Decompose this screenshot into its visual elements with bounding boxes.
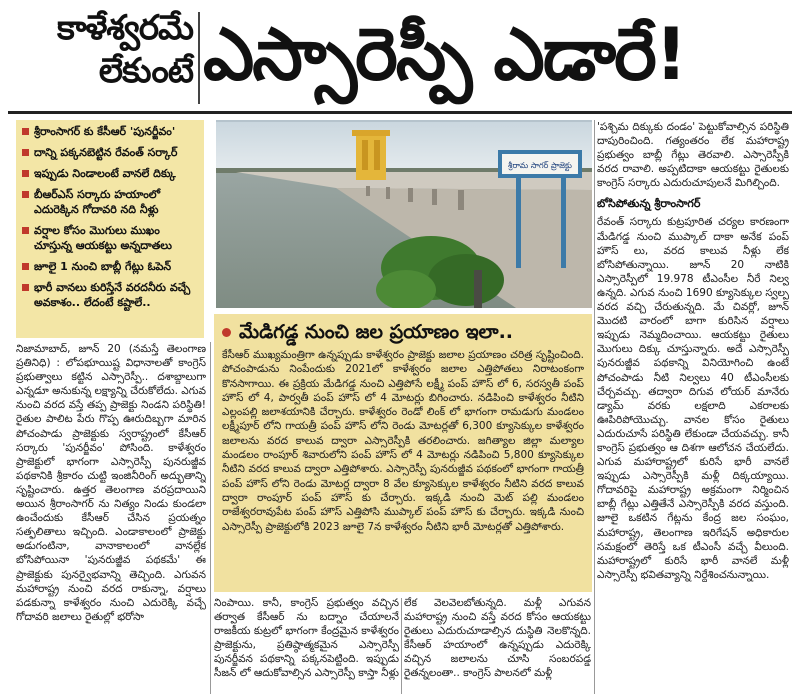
summary-item [22, 259, 200, 274]
highlight-box [214, 314, 592, 592]
right-column-text [597, 120, 789, 694]
kicker-line-2: లేకుంటే [98, 51, 193, 91]
summary-item-text: భారీ వానలు కురిస్తేనే వరదనీరు వచ్చే అవకాశం.. లేదంటే కష్టాలే.. [34, 281, 191, 309]
headline: ఎస్సారెస్పీ ఎడారే! [203, 12, 686, 96]
bullet-icon [22, 170, 29, 177]
highlight-title-text: మేడిగడ్డ నుంచి జల ప్రయాణం ఇలా.. [239, 321, 514, 343]
summary-item-text: బీఆర్ఎస్ సర్కారు హయాంలో ఎదురెక్కిన గోదావరి నది నీళ్లు [34, 188, 161, 216]
summary-item [22, 223, 200, 253]
summary-item [22, 124, 200, 139]
bullet-icon [22, 284, 29, 291]
center-bottom-paragraph-b: లేక వెలవెలబోతున్నది. మళ్లీ ఎగువన మహారాష్ట్ర నుంచి వస్తే వరద కోసం ఆయకట్టు రైతులు ఎదురుచూడాల్సిన దుస్థితి నెలకొన్నది. కేసీఆర్ హయాంలో ఉన్నప్పుడు ఎదురెక్కి వచ్చిన జలాలను చూసి సంబరపడ్డ రైతన్నలంతా.. కాంగ్రెస్ పాలనలో మళ్లీ [404, 597, 591, 680]
column-divider [210, 342, 211, 694]
column-divider [594, 120, 595, 694]
bullet-icon [22, 191, 29, 198]
summary-item-text: ఇప్పుడు నిండాలంటే వానలే దిక్కు [34, 167, 176, 180]
summary-item-text: జూలై 1 నుంచి బాబ్లీ గేట్లు ఓపెన్ [34, 260, 172, 273]
bullet-icon [22, 149, 29, 156]
summary-item-text: దాన్ని పక్కనబెట్టిన రేవంత్ సర్కార్ [34, 146, 178, 159]
left-column-text [16, 342, 206, 694]
header-rule [8, 111, 792, 114]
column-divider [401, 598, 402, 694]
kicker-line-1: కాళేశ్వరమే [57, 8, 193, 48]
summary-item [22, 145, 200, 160]
kicker [8, 6, 193, 92]
header-divider [198, 12, 200, 104]
center-bottom-column-b [404, 596, 591, 696]
right-column-paragraph-2: రేవంత్ సర్కారు కుట్రపూరిత చర్యల కారణంగా మేడిగడ్డ నుంచి ముప్కాల్ దాకా అనేక పంప్ హౌస్ లు, వరద కాలువ నీళ్లు లేక బోసిపోతున్నాయి. జూన్ 20 నాటికి ఎస్సారెస్పీలో 19.978 టీఎంసీల నీరే నిల్వ ఉన్నది. ఎగువ నుంచి 1690 క్యూసెక్కుల స్వల్ప వరద వచ్చి చేరుతున్నది. మే చివర్లో, జూన్ మొదటి వారంలో బాగా కురిసిన వర్షాలు ఇప్పుడు నెమ్మదించాయి. ఆయకట్టు రైతులు మొగులు దిక్కు చూస్తున్నారు. అదే ఎస్సారెస్పీ పునరుజ్జీవ పథకాన్ని వినియోగించి ఉంటే పోచంపాడు నీటి నిల్వలు 40 టీఎంసీలకు చేర్చవచ్చు. తద్వారా దిగువ లోయర్ మానేరు డ్యామ్ వరకు లక్షలాది ఎకరాలకు ఊపిరిపోయొచ్చు. వానల కోసం రైతులు ఎదురుచూసే పరిస్థితి లేకుండా చేయవచ్చు. కానీ కాంగ్రెస్ ప్రభుత్వం ఆ దిశగా ఆలోచన చేయలేదు. ఎగువ మహారాష్ట్రలో కురిసే భారీ వానలే ఇప్పుడు ఎస్సారెస్పీకి మళ్లీ దిక్కయ్యాయి. గోదావరిపై మహారాష్ట్ర అక్రమంగా నిర్మించిన బాబ్లీ గేట్లు ఎత్తితేనే ఎస్సారెస్పీకి వరద వస్తుంది. జూలై ఒకటిన గేట్లను కేంద్ర జల సంఘం, మహారాష్ట్ర, తెలంగాణ ఇరిగేషన్ అధికారుల సమక్షంలో తెరిస్తే ఒక టీఎంసీ వచ్చే వీలుంది. మహారాష్ట్రలో కురిసే భారీ వానలే మళ్లీ ఎస్సారెస్పీ భవితవ్యాన్ని నిర్దేశించనున్నాయి. [597, 216, 789, 581]
subheading: బోసిపోతున్న శ్రీరాంసాగర్ [597, 197, 701, 211]
photo-board-text: శ్రీరామ సాగర్ ప్రాజెక్టు [508, 161, 572, 170]
center-bottom-paragraph-a: నింపాయి. కానీ, కాంగ్రెస్ ప్రభుత్వం వచ్చిన తర్వాత కేసీఆర్ ను బద్నాం చేయాలనే రాజకీయ కుట్రలో భాగంగా కేంద్రమైన కాళేశ్వరం ప్రాజెక్టును, ప్రతిష్ఠాత్మకమైన ఎస్సారెస్పీ పునర్జీవన పథకాన్ని పక్కనపెట్టింది. ఇప్పుడు సీజన్ లో ఆదుకోవాల్సిన ఎస్సారెస్పీ కాస్తా నీళ్లు [214, 597, 399, 680]
summary-item [22, 187, 200, 217]
bullet-icon [22, 227, 29, 234]
summary-item [22, 166, 200, 181]
summary-item-text: శ్రీరాంసాగర్ కు కేసీఆర్ 'పునర్జీవం' [34, 125, 176, 138]
summary-item-text: వర్షాల కోసం మొగులు ముఖం చూస్తున్న ఆయకట్టు అన్నదాతలు [34, 224, 172, 252]
right-column-paragraph-1: 'పశ్చిమ దిక్కుకు దండం' పెట్టుకోవాల్సిన పరిస్థితి దాపురించింది. గత్యంతరం లేక మహారాష్ట్ర ప్రభుత్వం బాబ్లీ గేట్లు తెరవాలి. ఎస్సారెస్పీకి వరద రావాలి. అప్పటిదాకా ఆయకట్టు రైతులకు కాంగ్రెస్ సర్కారు ఎదురుచూపులనే మిగిల్చింది. [597, 121, 789, 190]
bullet-icon [222, 328, 231, 337]
left-column-paragraph: నిజామాబాద్, జూన్ 20 (నమస్తే తెలంగాణ ప్రతినిధి) : లోపభూయిష్ట విధానాలతో కాంగ్రెస్ ప్రభుత్వాలు కట్టిన ఎస్సారెస్పీ.. దశాబ్దాలుగా ఎన్నడూ అనుకున్న లక్ష్యాన్ని చేరుకోలేదు. ఎగువ నుంచి వరద వస్తే తప్ప ప్రాజెక్టు నిండని పరిస్థితి! రైతుల పాలిట పేరు గొప్ప ఊరుదిబ్బగా మారిన పోచంపాడు ప్రాజెక్టుకు స్వరాష్ట్రంలో కేసీఆర్ సర్కారు 'పునర్జీవం' పోసింది. కాళేశ్వరం ప్రాజెక్టులో భాగంగా ఎస్సారెస్పీ పునరుజ్జీవ పథకానికి శ్రీకారం చుట్టి ఇంజినీరింగ్ అద్భుతాన్ని సృష్టించారు. ఉత్తర తెలంగాణ వరప్రదాయిని అయిన శ్రీరాంసాగర్ ను నిత్యం నిండు కుండలా ఉంచేందుకు కేసీఆర్ చేసిన ప్రయత్నం సత్ఫలితాలు ఇచ్చింది. ఎండాకాలంలో ప్రాజెక్టు అడుగంటినా, వానాకాలంలో వానల్లేక బోసిపోయినా 'పునరుజ్జీవ పథకమే' ఈ ప్రాజెక్టుకు పునర్వైభవాన్ని తెచ్చింది. ఎగువన మహారాష్ట్ర నుంచి వరద రాకున్నా, వర్షాలు పడకున్నా కాళేశ్వరం నుంచి ఎదురెక్కి వచ్చే గోదావరి జలాలు రైతుల్లో భరోసా [16, 343, 206, 623]
highlight-body: కేసీఆర్ ముఖ్యమంత్రిగా ఉన్నప్పుడు కాళేశ్వరం ప్రాజెక్టు జలాల ప్రయాణం చరిత్ర సృష్టించింది. పోచంపాడును నింపేందుకు 2021లో కాళేశ్వరం జలాల ఎత్తిపోతలు నిరాటంకంగా కొనసాగాయి. ఈ ప్రక్రియ మేడిగడ్డ నుంచి ఎత్తిపోసే లక్ష్మీ పంప్ హౌస్ లో 6, సరస్వతీ పంప్ హౌస్ లో 4, పార్వతీ పంప్ హౌస్ లో 4 మోటర్లు బిగించారు. నడిపించి కాళేశ్వరం నీటిని ఎల్లంపల్లి జలాశయానికి చేర్చారు. కాళేశ్వరం రెండో లింక్ లో భాగంగా రామడుగు మండలం లక్ష్మీపూర్ లోని గాయత్రీ పంప్ హౌస్ లోని రెండు మోటర్లతో 6,300 క్యూసెక్కుల కాళేశ్వరం జలాలను వరద కాలువ ద్వారా ఎస్సారెస్పీకి తరలించారు. జగిత్యాల జిల్లా మల్యాల మండలం రాంపూర్ శివారులోని పంప్ హౌస్ లో 4 మోటర్లు నడిపించి 5,800 క్యూసెక్కుల నీటిని వరద కాలువ ద్వారా ఎత్తిపోశారు. ఎస్సారెస్పీ పునరుజ్జీవ పథకంలో భాగంగా గాయత్రీ పంప్ హౌస్ లోని రెండు మోటర్ల ద్వారా 8 వేల క్యూసెక్కుల కాళేశ్వరం నీటిని వరద కాలువ ద్వారా రాంపూర్ పంప్ హౌస్ కు చేర్చారు. ఇక్కడి నుంచి మెట్ పల్లి మండలం రాజేశ్వరరావుపేట పంప్ హౌస్ ఎత్తిపోసి ముప్కాల్ పంప్ హౌస్ కు చేర్చారు. ఇక్కడి నుంచి ఎస్సారెస్పీ ప్రాజెక్టులోకి 2023 జూలై 7న కాళేశ్వరం నీటిని భారీ మోటర్లతో ఎత్తిపోశారు. [222, 349, 584, 533]
highlight-title [222, 318, 584, 346]
summary-box [16, 120, 204, 338]
bullet-icon [22, 128, 29, 135]
dam-photo-illustration [216, 120, 592, 308]
dam-photo [216, 120, 592, 308]
center-bottom-column-a [214, 596, 399, 696]
bullet-icon [22, 263, 29, 270]
summary-item [22, 280, 200, 310]
